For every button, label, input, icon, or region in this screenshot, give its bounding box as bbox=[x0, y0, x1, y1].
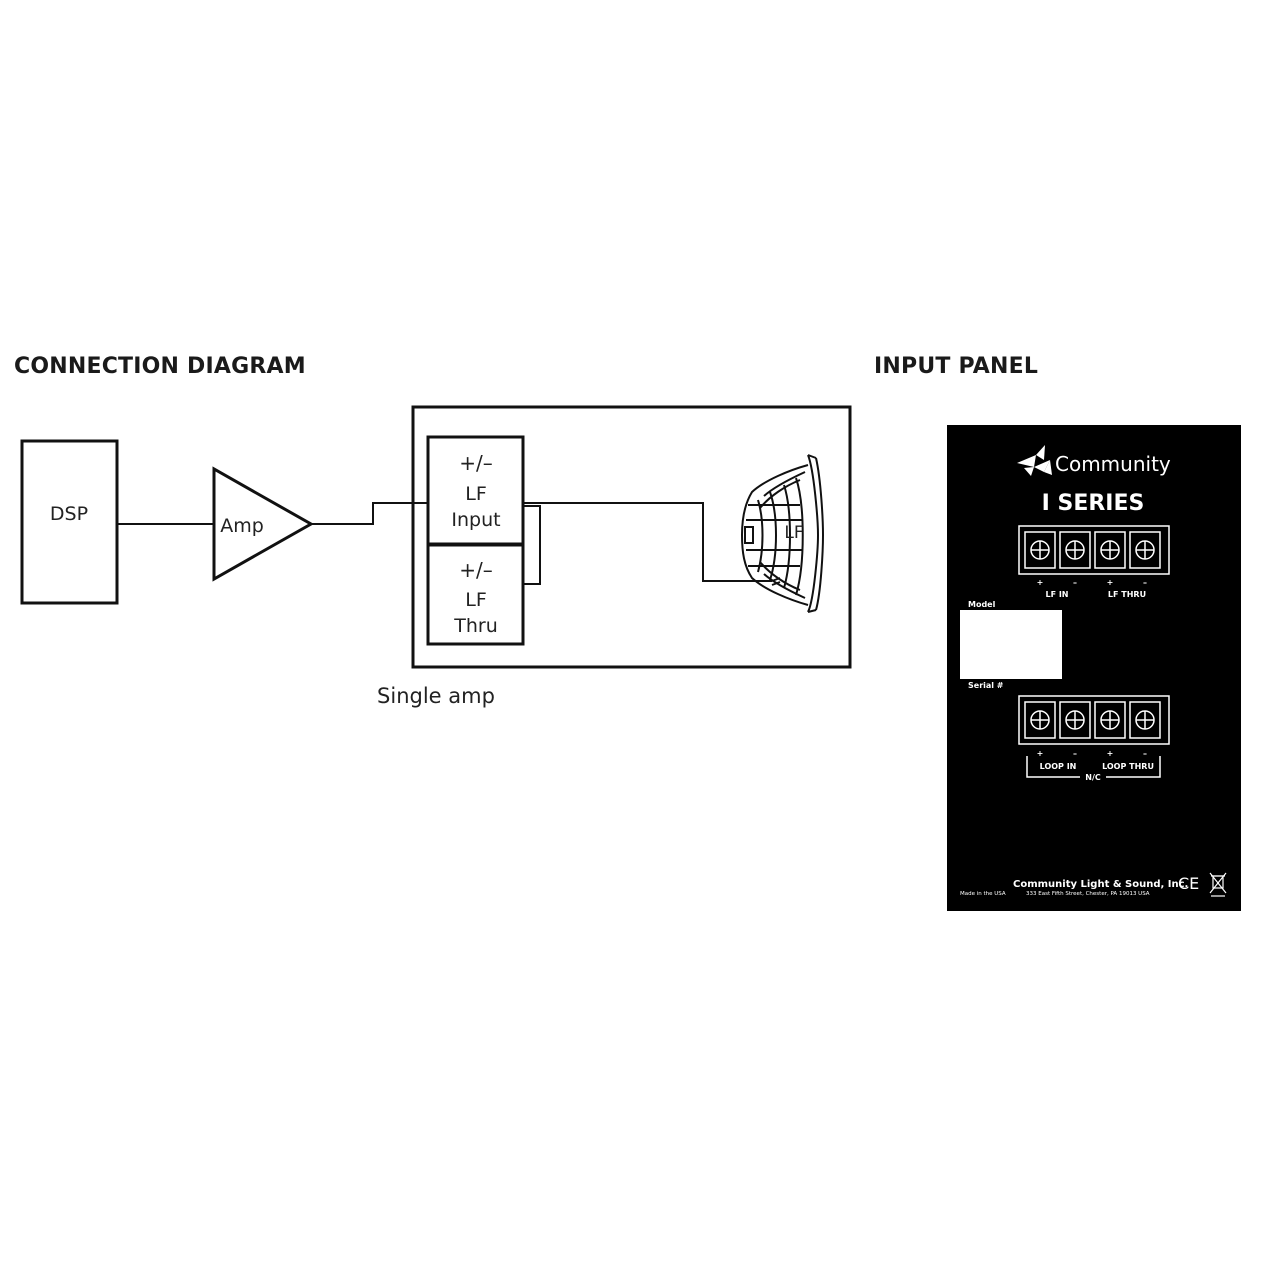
model-serial-box bbox=[960, 610, 1062, 679]
serial-label: Serial # bbox=[968, 681, 1004, 690]
lf-thru-label-2: Thru bbox=[454, 615, 498, 637]
made-in-usa: Made in the USA bbox=[960, 891, 1006, 897]
brand-name: Community bbox=[1055, 452, 1171, 476]
company-name: Community Light & Sound, Inc. bbox=[1013, 879, 1189, 890]
nc-label: N/C bbox=[1085, 773, 1101, 782]
series-name: I SERIES bbox=[1041, 491, 1145, 516]
single-amp-caption: Single amp bbox=[377, 684, 495, 708]
loop-thru-label: LOOP THRU bbox=[1102, 762, 1154, 771]
bottom-sign-1: + bbox=[1036, 749, 1044, 758]
bottom-sign-3: + bbox=[1106, 749, 1114, 758]
amp-label: Amp bbox=[220, 515, 264, 537]
lf-thru-polarity: +/– bbox=[459, 558, 493, 582]
lf-thru-label: LF THRU bbox=[1107, 590, 1147, 599]
lf-driver-icon bbox=[742, 455, 823, 612]
bottom-sign-4: – bbox=[1143, 749, 1147, 758]
lf-input-label-1: LF bbox=[465, 483, 487, 505]
lf-input-label-2: Input bbox=[451, 509, 501, 531]
wire-input-driver bbox=[523, 503, 772, 581]
top-sign-2: – bbox=[1073, 578, 1077, 587]
top-sign-1: + bbox=[1036, 578, 1044, 587]
top-sign-3: + bbox=[1106, 578, 1114, 587]
input-panel bbox=[947, 425, 1241, 911]
ce-mark: CE bbox=[1178, 874, 1200, 893]
input-panel-title: INPUT PANEL bbox=[874, 354, 1039, 379]
bottom-sign-2: – bbox=[1073, 749, 1077, 758]
model-label: Model bbox=[968, 600, 996, 609]
wire-input-thru-bridge bbox=[523, 506, 540, 584]
lf-in-label: LF IN bbox=[1045, 590, 1069, 599]
connection-diagram-title: CONNECTION DIAGRAM bbox=[14, 354, 306, 379]
wire-amp-input bbox=[311, 503, 428, 524]
lf-input-polarity: +/– bbox=[459, 451, 493, 475]
speaker-label: LF bbox=[784, 523, 804, 543]
dsp-label: DSP bbox=[49, 503, 89, 525]
connection-diagram bbox=[22, 407, 850, 667]
lf-thru-label-1: LF bbox=[465, 589, 487, 611]
company-address: 333 East Fifth Street, Chester, PA 19013 USA bbox=[1026, 891, 1150, 897]
top-sign-4: – bbox=[1143, 578, 1147, 587]
loop-in-label: LOOP IN bbox=[1039, 762, 1077, 771]
